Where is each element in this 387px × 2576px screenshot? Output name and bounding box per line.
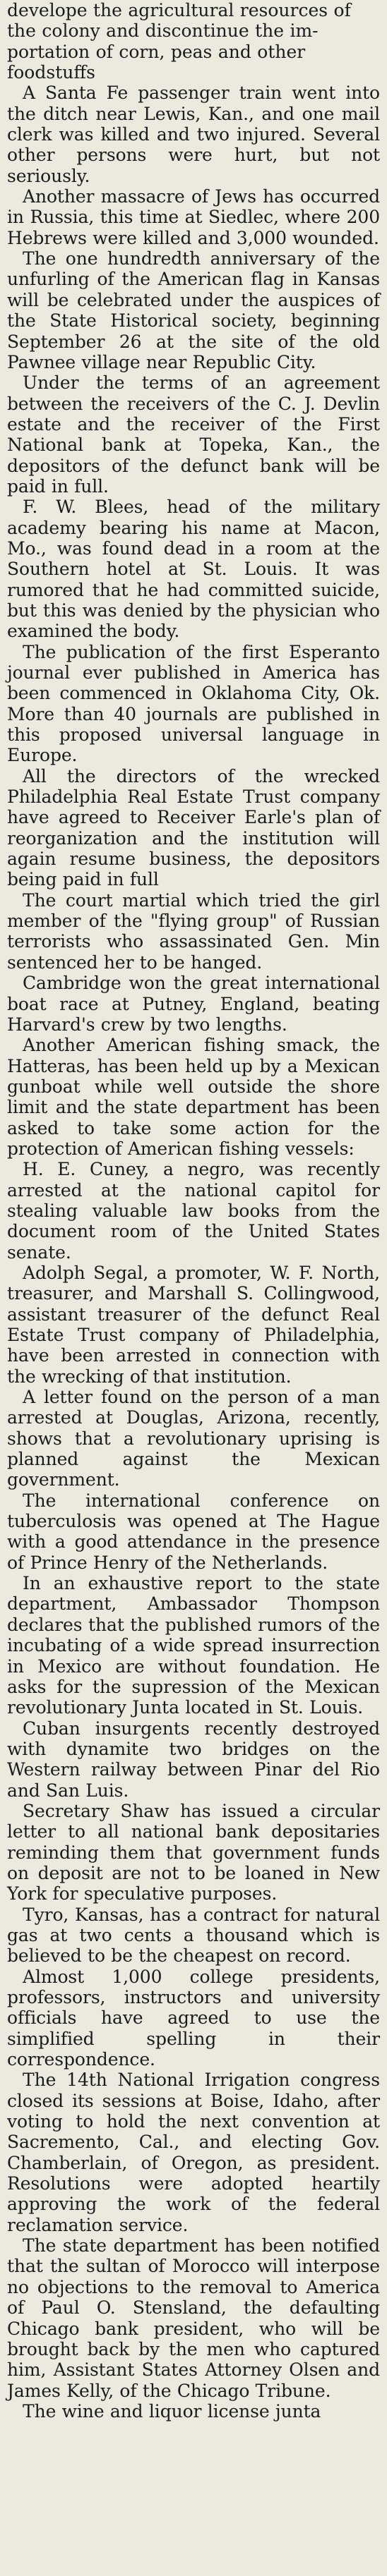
continued-line-2: the colony and discontinue the im- — [7, 20, 318, 42]
news-column — [7, 0, 380, 2422]
news-item-simplified-spelling: Almost 1,000 college presidents, professors, instructors and university officials have agreed to use the simplified spelling in their correspondence. — [7, 1966, 380, 2070]
news-item-devlin-estate: Under the terms of an agreement between the receivers of the C. J. Devlin estate and the receiver of the First National bank at Topeka, Kan., the depositors of the defunct bank will be paid in full. — [7, 372, 380, 497]
news-item-fishing-smack: Another American fishing smack, the Hatteras, has been held up by a Mexican gunboat while well outside the shore limit and the state department has been asked to take some action for the protection of American fishing vessels: — [7, 1035, 380, 1159]
news-item-irrigation-congress: The 14th National Irrigation congress closed its sessions at Boise, Idaho, after voting to hold the next convention at Sacremento, Cal., and electing Gov. Chamberlain, of Oregon, as president. Resolutions were adopted heartily approving the work of the federal reclamation service. — [7, 2070, 380, 2235]
news-item-segal-arrest: Adolph Segal, a promoter, W. F. North, treasurer, and Marshall S. Collingwood, assistant treasurer of the defunct Real Estate Trust company of Philadelphia, have been arrested in connection with the wrecking of that institution. — [7, 1262, 380, 1387]
news-item-santa-fe-train: A Santa Fe passenger train went into the ditch near Lewis, Kan., and one mail clerk was killed and two injured. Several other persons were hurt, but not seriously. — [7, 83, 380, 186]
news-item-court-martial: The court martial which tried the girl member of the "flying group" of Russian terrorists who assassinated Gen. Min sentenced her to be hanged. — [7, 889, 380, 973]
news-item-stensland-removal: The state department has been notified that the sultan of Morocco will interpose no objections to the removal to America of Paul O. Stensland, the defaulting Chicago bank president, who will be brought back by the men who captured him, Assistant States Attorney Olsen and James Kelly, of the Chicago Tribune. — [7, 2235, 380, 2401]
news-item-esperanto-journal: The publication of the first Esperanto journal ever published in America has been commenced in Oklahoma City, Ok. More than 40 journals are published in this proposed universal language in Europe. — [7, 641, 380, 766]
news-item-kansas-flag-anniversary: The one hundredth anniversary of the unfurling of the American flag in Kansas will be celebrated under the auspices of the State Historical society, beginning September 26 at the site of the old Pawnee village near Republic City. — [7, 248, 380, 372]
news-item-tuberculosis-conference: The international conference on tuberculosis was opened at The Hague with a good attendance in the presence of Prince Henry of the Netherlands. — [7, 1490, 380, 1573]
cut-off-line — [7, 2401, 380, 2422]
continued-paragraph — [7, 0, 380, 83]
continued-line-4: foodstuffs — [7, 62, 95, 83]
news-item-philadelphia-trust-reorganization: All the directors of the wrecked Philadelphia Real Estate Trust company have agreed to Receiver Earle's plan of reorganization and the institution will again resume business, the depositors being paid in full — [7, 765, 380, 890]
news-item-siedlec-massacre: Another massacre of Jews has occurred in Russia, this time at Siedlec, where 200 Hebrews were killed and 3,000 wounded. — [7, 186, 380, 248]
continued-line-1: develope the agricultural resources of — [7, 0, 351, 20]
news-item-boat-race: Cambridge won the great international boat race at Putney, England, beating Harvard's crew by two lengths. — [7, 973, 380, 1035]
news-item-cuney-arrest: H. E. Cuney, a negro, was recently arrested at the national capitol for stealing valuable law books from the document room of the United States senate. — [7, 1159, 380, 1263]
news-item-cuban-insurgents: Cuban insurgents recently destroyed with dynamite two bridges on the Western railway between Pinar del Rio and San Luis. — [7, 1718, 380, 1801]
continued-line-3: portation of corn, peas and other — [7, 41, 306, 62]
news-item-thompson-report: In an exhaustive report to the state department, Ambassador Thompson declares that the published rumors of the incubating of a wide spread insurrection in Mexico are without foundation. He asks for the supression of the Mexican revolutionary Junta located in St. Louis. — [7, 1573, 380, 1718]
news-item-tyro-gas: Tyro, Kansas, has a contract for natural gas at two cents a thousand which is believed to be the cheapest on record. — [7, 1904, 380, 1967]
news-item-shaw-circular: Secretary Shaw has issued a circular letter to all national bank depositaries reminding them that government funds on deposit are not to be loaned in New York for speculative purposes. — [7, 1800, 380, 1904]
news-item-liquor-license: The wine and liquor license junta — [23, 2400, 321, 2422]
news-item-douglas-letter: A letter found on the person of a man arrested at Douglas, Arizona, recently, shows that a revolutionary uprising is planned against the Mexican government. — [7, 1387, 380, 1490]
news-item-blees-death: F. W. Blees, head of the military academy bearing his name at Macon, Mo., was found dead in a room at the Southern hotel at St. Louis. It was rumored that he had committed suicide, but this was denied by the physician who examined the body. — [7, 497, 380, 642]
